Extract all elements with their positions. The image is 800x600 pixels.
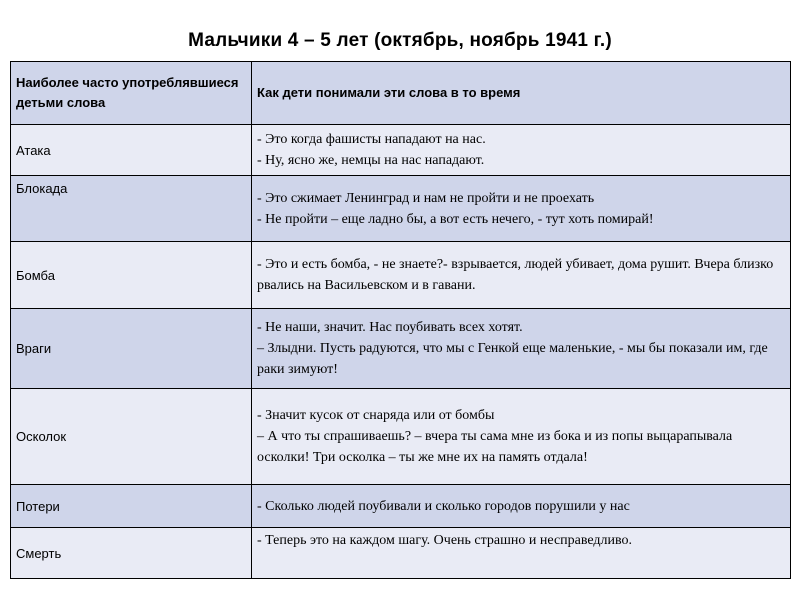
table-row	[11, 176, 791, 242]
meaning-line: - Сколько людей поубивали и сколько городов порушили у нас	[257, 498, 630, 514]
meaning-line: - Теперь это на каждом шагу. Очень страшно и несправедливо.	[257, 533, 633, 548]
table-row	[11, 528, 791, 579]
table-header-row	[11, 62, 791, 125]
meaning-line: - Это когда фашисты нападают на нас.	[257, 132, 486, 147]
meaning-cell	[252, 242, 791, 309]
meaning-cell	[252, 528, 791, 579]
word-cell: Потери	[11, 485, 252, 528]
header-cell-words: Наиболее часто употреблявшиеся детьми слова	[11, 62, 252, 125]
table-row	[11, 242, 791, 309]
meaning-line: – А что ты спрашиваешь? – вчера ты сама мне из бока и из попы выцарапывала осколки! Три осколка – ты же мне их на память отдала!	[257, 429, 733, 465]
meaning-line: - Значит кусок от снаряда или от бомбы	[257, 408, 495, 423]
table-row	[11, 485, 791, 528]
page-title: Мальчики 4 – 5 лет (октябрь, ноябрь 1941 г.)	[188, 30, 612, 51]
meaning-line: - Не пройти – еще ладно бы, а вот есть нечего, - тут хоть помирай!	[257, 211, 654, 227]
meaning-cell	[252, 309, 791, 389]
table-row	[11, 309, 791, 389]
table-row	[11, 389, 791, 485]
word-cell: Осколок	[11, 389, 252, 485]
word-cell: Атака	[11, 125, 252, 176]
word-cell: Смерть	[11, 528, 252, 579]
meaning-line: - Это и есть бомба, - не знаете?- взрывается, людей убивает, дома рушит. Вчера близко рвались на Васильевском и в гавани.	[257, 257, 774, 293]
word-cell: Враги	[11, 309, 252, 389]
word-cell: Блокада	[11, 176, 252, 242]
meaning-cell	[252, 176, 791, 242]
meaning-cell	[252, 125, 791, 176]
meaning-cell	[252, 485, 791, 528]
meaning-line: - Это сжимает Ленинград и нам не пройти и не проехать	[257, 190, 595, 206]
meaning-cell	[252, 389, 791, 485]
meaning-line: - Ну, ясно же, немцы на нас нападают.	[257, 153, 485, 168]
word-cell: Бомба	[11, 242, 252, 309]
words-table	[10, 61, 791, 579]
meaning-line: - Не наши, значит. Нас поубивать всех хотят.	[257, 320, 523, 335]
table-row	[11, 125, 791, 176]
meaning-line: – Злыдни. Пусть радуются, что мы с Генкой еще маленькие, - мы бы показали им, где раки зимуют!	[257, 341, 768, 377]
header-cell-meanings: Как дети понимали эти слова в то время	[252, 62, 791, 125]
